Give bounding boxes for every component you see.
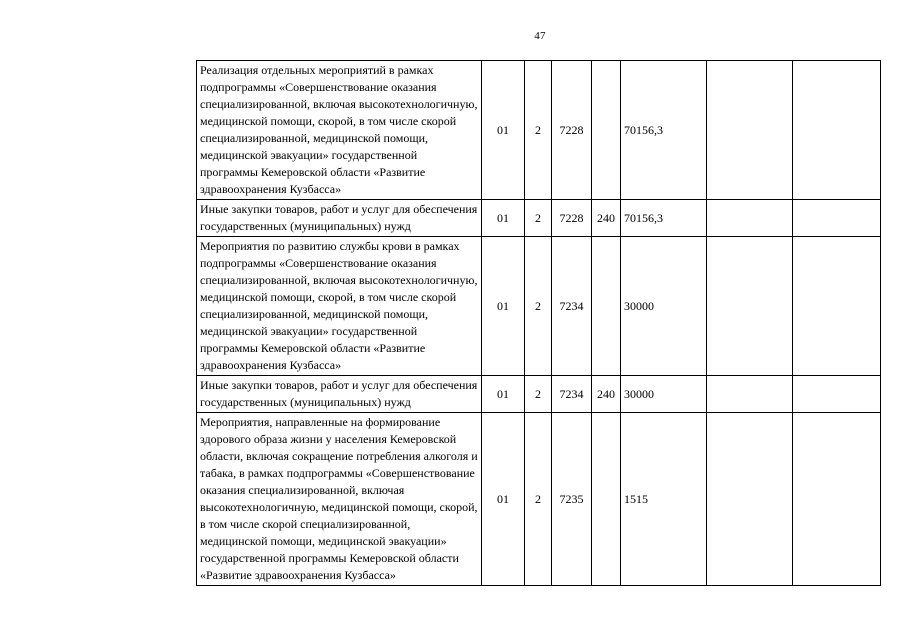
amount-cell: 30000 [621,237,707,376]
direction-code: 7234 [552,237,592,376]
table-row [197,413,881,586]
amount-cell: 30000 [621,376,707,413]
empty-cell [707,237,793,376]
direction-code: 7228 [552,61,592,200]
program-code: 01 [482,61,525,200]
amount-cell: 1515 [621,413,707,586]
empty-cell [793,200,881,237]
amount-cell: 70156,3 [621,61,707,200]
table-row [197,237,881,376]
subprogram-code: 2 [525,61,552,200]
empty-cell [707,200,793,237]
subprogram-code: 2 [525,200,552,237]
empty-cell [793,413,881,586]
amount-cell: 70156,3 [621,200,707,237]
subprogram-code: 2 [525,413,552,586]
expense-type-code [592,237,621,376]
program-code: 01 [482,376,525,413]
empty-cell [793,61,881,200]
expense-type-code: 240 [592,376,621,413]
row-description: Иные закупки товаров, работ и услуг для обеспечения государственных (муниципальных) нужд [197,200,482,237]
empty-cell [707,413,793,586]
program-code: 01 [482,237,525,376]
row-description: Иные закупки товаров, работ и услуг для обеспечения государственных (муниципальных) нужд [197,376,482,413]
row-description: Реализация отдельных мероприятий в рамках подпрограммы «Совершенствование оказания специализированной, включая высокотехнологичную, медицинской помощи, скорой, в том числе скорой специализированной, медицинской помощи, медицинской эвакуации» государственной программы Кемеровской области «Развитие здравоохранения Кузбасса» [197,61,482,200]
subprogram-code: 2 [525,237,552,376]
direction-code: 7234 [552,376,592,413]
table-row [197,200,881,237]
row-description: Мероприятия по развитию службы крови в рамках подпрограммы «Совершенствование оказания специализированной, включая высокотехнологичную, медицинской помощи, скорой, в том числе скорой специализированной, медицинской помощи, медицинской эвакуации» государственной программы Кемеровской области «Развитие здравоохранения Кузбасса» [197,237,482,376]
direction-code: 7235 [552,413,592,586]
expense-type-code: 240 [592,200,621,237]
program-code: 01 [482,200,525,237]
table-row [197,61,881,200]
expense-type-code [592,61,621,200]
empty-cell [707,61,793,200]
empty-cell [793,376,881,413]
program-code: 01 [482,413,525,586]
budget-table [196,60,881,586]
expense-type-code [592,413,621,586]
page-number: 47 [534,30,546,42]
direction-code: 7228 [552,200,592,237]
subprogram-code: 2 [525,376,552,413]
empty-cell [793,237,881,376]
empty-cell [707,376,793,413]
table-row [197,376,881,413]
row-description: Мероприятия, направленные на формирование здорового образа жизни у населения Кемеровской области, включая сокращение потребления алкоголя и табака, в рамках подпрограммы «Совершенствование оказания специализированной, включая высокотехнологичную, медицинской помощи, скорой, в том числе скорой специализированной, медицинской помощи, медицинской эвакуации» государственной программы Кемеровской области «Развитие здравоохранения Кузбасса» [197,413,482,586]
